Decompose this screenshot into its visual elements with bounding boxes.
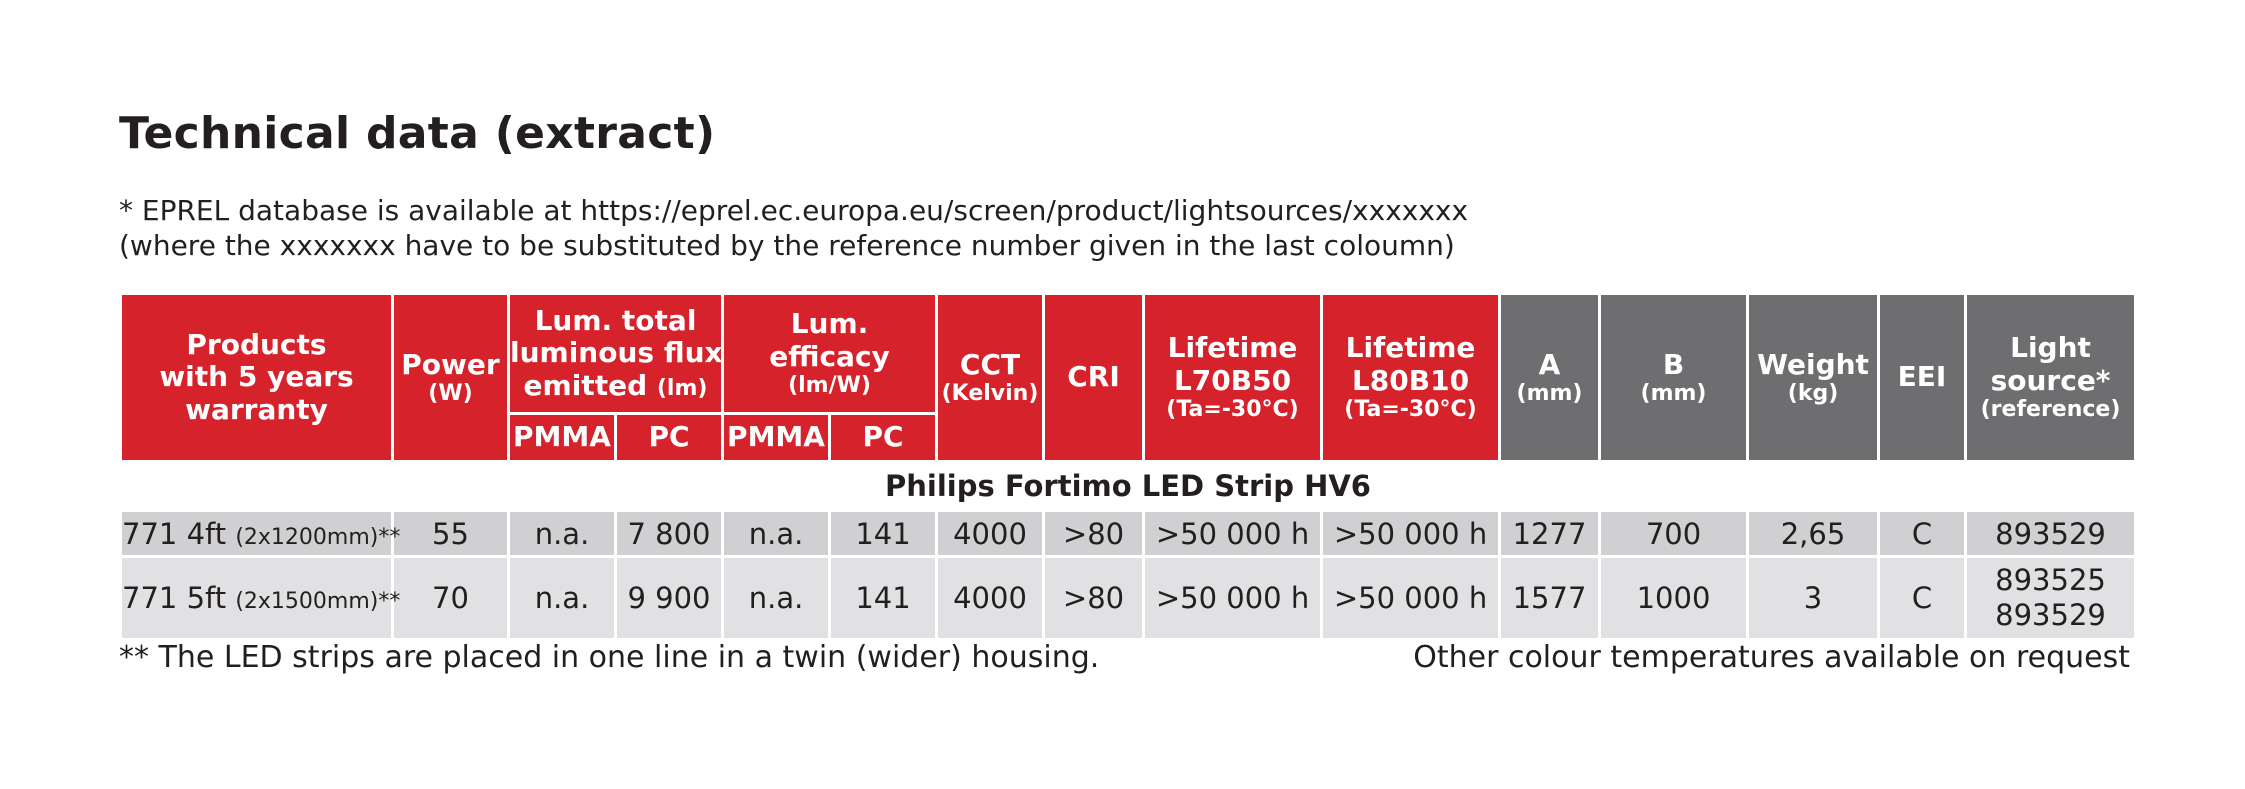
light-source-cell: 893529 [1966, 511, 2136, 557]
lifetime-l80b10-cell: >50 000 h [1322, 511, 1500, 557]
technical-data-table [119, 292, 2137, 641]
flux-pc-cell: 9 900 [616, 557, 723, 640]
table-row [121, 557, 2136, 640]
flux-pmma-cell: n.a. [509, 511, 616, 557]
header-power: Power (W) [393, 294, 509, 462]
header-cri: CRI [1044, 294, 1144, 462]
b-cell: 1000 [1600, 557, 1748, 640]
eei-cell: C [1879, 511, 1966, 557]
header-lifetime-l70b50: Lifetime L70B50 (Ta=-30°C) [1144, 294, 1322, 462]
header-cct: CCT (Kelvin) [937, 294, 1044, 462]
light-source-cell: 893525 893529 [1966, 557, 2136, 640]
eprel-note: * EPREL database is available at https://eprel.ec.europa.eu/screen/product/lightsources/xxxxxxx [119, 194, 1469, 227]
page-title: Technical data (extract) [119, 108, 716, 159]
lifetime-l80b10-cell: >50 000 h [1322, 557, 1500, 640]
power-cell: 70 [393, 557, 509, 640]
header-lifetime-l80b10: Lifetime L80B10 (Ta=-30°C) [1322, 294, 1500, 462]
header-eei: EEI [1879, 294, 1966, 462]
a-cell: 1277 [1500, 511, 1600, 557]
subheader-efficacy-pc: PC [830, 414, 937, 462]
lifetime-l70b50-cell: >50 000 h [1144, 557, 1322, 640]
header-products: Products with 5 years warranty [121, 294, 393, 462]
section-title: Philips Fortimo LED Strip HV6 [121, 462, 2136, 511]
cri-cell: >80 [1044, 511, 1144, 557]
footnote-twin-housing: ** The LED strips are placed in one line in a twin (wider) housing. [119, 640, 1100, 675]
product-cell: 771 5ft (2x1500mm)** [121, 557, 393, 640]
cct-cell: 4000 [937, 511, 1044, 557]
flux-pc-cell: 7 800 [616, 511, 723, 557]
b-cell: 700 [1600, 511, 1748, 557]
cct-cell: 4000 [937, 557, 1044, 640]
eei-cell: C [1879, 557, 1966, 640]
efficacy-pmma-cell: n.a. [723, 511, 830, 557]
subheader-efficacy-pmma: PMMA [723, 414, 830, 462]
header-light-source: Light source* (reference) [1966, 294, 2136, 462]
eprel-note-explanation: (where the xxxxxxx have to be substituted by the reference number given in the last coloumn) [119, 229, 1455, 262]
footnote-colour-temperatures: Other colour temperatures available on request [1413, 640, 2130, 675]
cri-cell: >80 [1044, 557, 1144, 640]
lifetime-l70b50-cell: >50 000 h [1144, 511, 1322, 557]
weight-cell: 3 [1748, 557, 1879, 640]
header-weight: Weight (kg) [1748, 294, 1879, 462]
subheader-flux-pmma: PMMA [509, 414, 616, 462]
flux-pmma-cell: n.a. [509, 557, 616, 640]
header-luminous-flux: Lum. total luminous flux emitted (lm) [509, 294, 723, 414]
a-cell: 1577 [1500, 557, 1600, 640]
efficacy-pmma-cell: n.a. [723, 557, 830, 640]
header-a: A (mm) [1500, 294, 1600, 462]
header-efficacy: Lum. efficacy (lm/W) [723, 294, 937, 414]
weight-cell: 2,65 [1748, 511, 1879, 557]
power-cell: 55 [393, 511, 509, 557]
efficacy-pc-cell: 141 [830, 511, 937, 557]
efficacy-pc-cell: 141 [830, 557, 937, 640]
table-row [121, 511, 2136, 557]
header-b: B (mm) [1600, 294, 1748, 462]
subheader-flux-pc: PC [616, 414, 723, 462]
product-cell: 771 4ft (2x1200mm)** [121, 511, 393, 557]
